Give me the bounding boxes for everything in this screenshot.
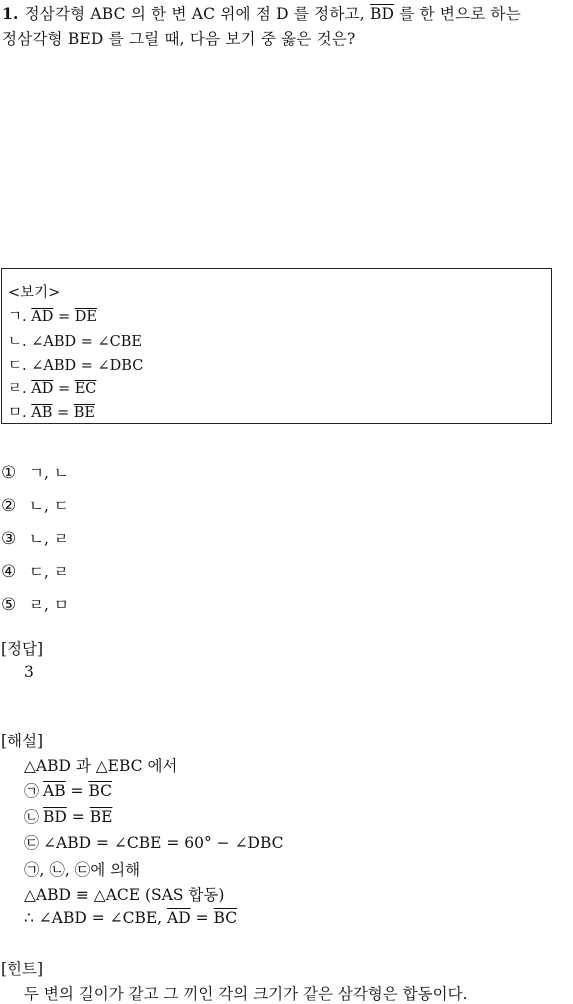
bogi-item (8, 354, 143, 375)
bogi-item-mark: ㄹ. (8, 381, 32, 397)
bogi-item-mark: ㄷ. (8, 358, 32, 374)
equals: = (190, 909, 214, 927)
explanation-line-6: △ABD ≡ △ACE (SAS 합동) (24, 886, 225, 904)
segment-lhs: $\overline{AD}$ (31, 309, 54, 325)
explanation-line-3 (24, 806, 112, 827)
segment-lhs: $\overline{AB}$ (31, 405, 53, 421)
bogi-item-text: ∠ABD = ∠CBE (31, 334, 142, 350)
circled-mark: ㉠ (24, 782, 40, 800)
question-number: 1. (2, 4, 19, 23)
explanation-line-2 (24, 780, 112, 801)
segment-lhs: $\overline{AD}$ (31, 381, 54, 397)
segment-lhs: $\overline{AD}$ (167, 909, 191, 927)
bogi-item (8, 305, 97, 326)
equals: = (65, 782, 89, 800)
choice-number: ③ (1, 529, 17, 549)
bogi-item-mark: ㄴ. (8, 334, 32, 350)
choice-text: ㄴ, ㄹ (29, 530, 69, 548)
segment-rhs: $\overline{DE}$ (74, 309, 97, 325)
bogi-item (8, 401, 95, 422)
choice-5[interactable] (1, 593, 69, 615)
equals: = (52, 405, 74, 421)
hint-text: 두 변의 길이가 같고 그 끼인 각의 크기가 같은 삼각형은 합동이다. (24, 985, 468, 1003)
segment-rhs: $\overline{BE}$ (89, 808, 113, 826)
choice-number: ④ (1, 562, 17, 582)
explanation-text: ∠ABD = ∠CBE = 60° − ∠DBC (43, 834, 284, 852)
segment-rhs: $\overline{BC}$ (88, 782, 112, 800)
equals: = (53, 309, 75, 325)
equals: = (53, 381, 75, 397)
segment-lhs: $\overline{BD}$ (43, 808, 67, 826)
choice-3[interactable] (1, 527, 69, 549)
segment-rhs: $\overline{BE}$ (73, 405, 95, 421)
bogi-item-mark: ㅁ. (8, 405, 32, 421)
choice-4[interactable] (1, 560, 69, 582)
circled-mark: ㉡ (24, 808, 40, 826)
segment-rhs: $\overline{EC}$ (74, 381, 97, 397)
segment-lhs: $\overline{AB}$ (43, 782, 66, 800)
choice-text: ㄷ, ㄹ (29, 563, 69, 581)
bogi-title: <보기> (8, 285, 61, 301)
explanation-line-1: △ABD 과 △EBC 에서 (24, 757, 178, 775)
question-text-part-1: 정삼각형 ABC 의 한 변 AC 위에 점 D 를 정하고, (24, 5, 370, 23)
explanation-line-7 (24, 909, 237, 927)
choice-2[interactable] (1, 494, 69, 516)
choice-number: ⑤ (1, 595, 17, 615)
hint-title: [힌트] (1, 960, 44, 978)
choice-number: ② (1, 496, 17, 516)
explanation-line-4 (24, 832, 284, 853)
question-text-part-2: 를 한 변으로 하는 (394, 5, 521, 23)
segment-rhs: $\overline{BC}$ (213, 909, 238, 927)
answer-title: [정답] (1, 640, 44, 658)
circled-mark: ㉢ (24, 834, 40, 852)
explanation-line-5: ㉠, ㉡, ㉢에 의해 (24, 861, 141, 879)
bogi-item (8, 330, 142, 351)
question-line-2: 정삼각형 BED 를 그릴 때, 다음 보기 중 옳은 것은? (2, 30, 356, 48)
bogi-item (8, 377, 96, 398)
explanation-title: [해설] (1, 732, 44, 750)
choice-1[interactable] (1, 461, 69, 483)
segment-bd: $\overline{BD}$ (369, 5, 395, 23)
question-line-1 (2, 2, 521, 24)
choice-text: ㄱ, ㄴ (29, 464, 69, 482)
choice-number: ① (1, 463, 17, 483)
choice-text: ㄴ, ㄷ (29, 497, 69, 515)
bogi-item-text: ∠ABD = ∠DBC (31, 358, 144, 374)
choice-text: ㄹ, ㅁ (29, 596, 69, 614)
equals: = (66, 808, 90, 826)
bogi-item-mark: ㄱ. (8, 309, 32, 325)
bogi-box (1, 268, 552, 424)
answer-value: 3 (24, 663, 34, 681)
explanation-text: ∴ ∠ABD = ∠CBE, (24, 909, 168, 927)
